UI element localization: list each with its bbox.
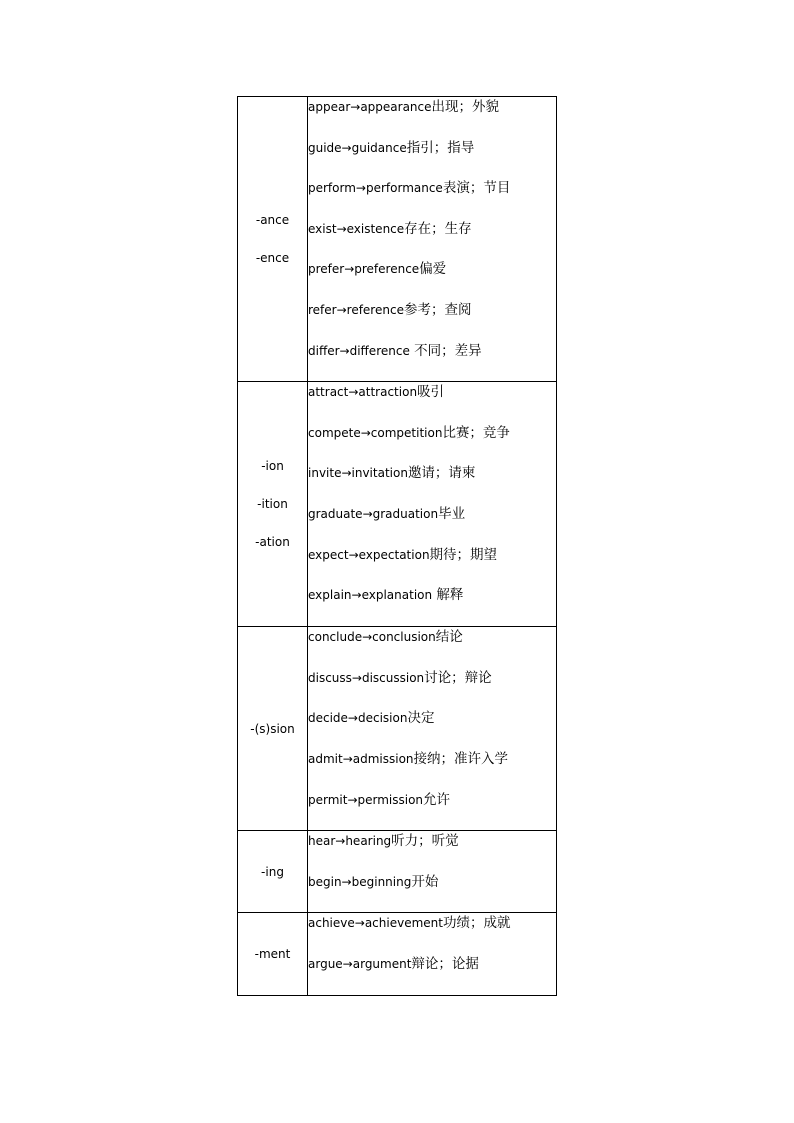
example-english: perform→performance	[308, 181, 443, 196]
example-english: hear→hearing	[308, 834, 392, 849]
example-chinese: 接纳；准许入学	[413, 750, 509, 767]
suffix-table	[237, 96, 557, 996]
example-english: refer→reference	[308, 302, 404, 317]
table-row	[238, 382, 557, 627]
example-chinese: 表演；节目	[442, 180, 511, 197]
example-line	[308, 668, 556, 709]
example-chinese: 允许	[423, 791, 451, 808]
example-line	[308, 545, 556, 586]
example-line	[308, 219, 556, 260]
example-line	[308, 463, 556, 504]
example-chinese: 功绩；成就	[442, 915, 511, 932]
suffix-cell	[238, 913, 308, 995]
table-row	[238, 913, 557, 995]
example-english: attract→attraction	[308, 385, 418, 400]
example-line	[308, 790, 556, 831]
example-english: permit→permission	[308, 792, 424, 807]
table-row	[238, 831, 557, 913]
examples-cell	[308, 627, 557, 831]
suffix-label: -ment	[254, 946, 291, 961]
suffix-label: -ance	[255, 213, 290, 228]
example-english: guide→guidance	[308, 140, 407, 155]
example-line	[308, 341, 556, 382]
example-chinese: 不同；差异	[409, 342, 482, 359]
suffix-table-body	[238, 97, 557, 996]
example-english: discuss→discussion	[308, 670, 425, 685]
example-english: invite→invitation	[308, 466, 408, 481]
example-line	[308, 831, 556, 872]
example-chinese: 参考；查阅	[403, 301, 472, 318]
suffix-label: -ation	[255, 535, 290, 550]
example-chinese: 毕业	[438, 505, 466, 522]
example-english: differ→difference	[308, 343, 410, 358]
example-english: explain→explanation	[308, 588, 433, 603]
examples-cell	[308, 382, 557, 627]
suffix-label: -ence	[255, 251, 290, 266]
example-english: prefer→preference	[308, 262, 420, 277]
example-line	[308, 423, 556, 464]
example-chinese: 决定	[407, 710, 435, 727]
examples-cell	[308, 913, 557, 995]
example-chinese: 存在；生存	[404, 220, 472, 237]
example-chinese: 出现；外貌	[431, 99, 500, 115]
example-line	[308, 138, 556, 179]
suffix-cell	[238, 382, 308, 627]
example-line	[308, 749, 556, 790]
suffix-label: -ion	[261, 459, 284, 474]
suffix-cell	[238, 627, 308, 831]
example-chinese: 期待；期望	[429, 546, 498, 563]
example-chinese: 结论	[435, 629, 463, 646]
example-chinese: 吸引	[417, 384, 445, 401]
example-english: decide→decision	[308, 711, 408, 726]
example-chinese: 邀请；请柬	[407, 465, 476, 482]
suffix-label: -(s)sion	[250, 721, 295, 736]
example-english: argue→argument	[308, 956, 412, 971]
table-row	[238, 627, 557, 831]
example-chinese: 偏爱	[419, 261, 447, 278]
example-chinese: 辩论；论据	[411, 955, 479, 972]
example-chinese: 讨论；辩论	[424, 669, 492, 686]
suffix-cell	[238, 97, 308, 382]
example-line	[308, 300, 556, 341]
example-line	[308, 913, 556, 954]
example-english: appear→appearance	[308, 100, 432, 114]
example-line	[308, 708, 556, 749]
example-english: admit→admission	[308, 751, 414, 766]
examples-cell	[308, 831, 557, 913]
example-line	[308, 382, 556, 423]
example-english: conclude→conclusion	[308, 630, 436, 645]
example-chinese: 指引；指导	[406, 139, 475, 156]
example-chinese: 听力；听觉	[391, 833, 459, 850]
example-line	[308, 585, 556, 626]
example-english: expect→expectation	[308, 547, 430, 562]
example-line	[308, 97, 556, 138]
suffix-cell	[238, 831, 308, 913]
example-english: compete→competition	[308, 425, 443, 440]
suffix-label: -ition	[257, 497, 288, 512]
example-english: graduate→graduation	[308, 506, 439, 521]
example-chinese: 比赛；竞争	[442, 424, 510, 441]
examples-cell	[308, 97, 557, 382]
example-line	[308, 954, 556, 995]
example-line	[308, 872, 556, 913]
example-line	[308, 178, 556, 219]
suffix-label: -ing	[261, 864, 284, 879]
table-row	[238, 97, 557, 382]
example-english: begin→beginning	[308, 874, 412, 889]
example-line	[308, 504, 556, 545]
example-chinese: 解释	[432, 587, 464, 604]
example-chinese: 开始	[411, 873, 439, 890]
example-line	[308, 627, 556, 668]
example-english: achieve→achievement	[308, 916, 443, 931]
example-line	[308, 259, 556, 300]
example-english: exist→existence	[308, 221, 405, 236]
